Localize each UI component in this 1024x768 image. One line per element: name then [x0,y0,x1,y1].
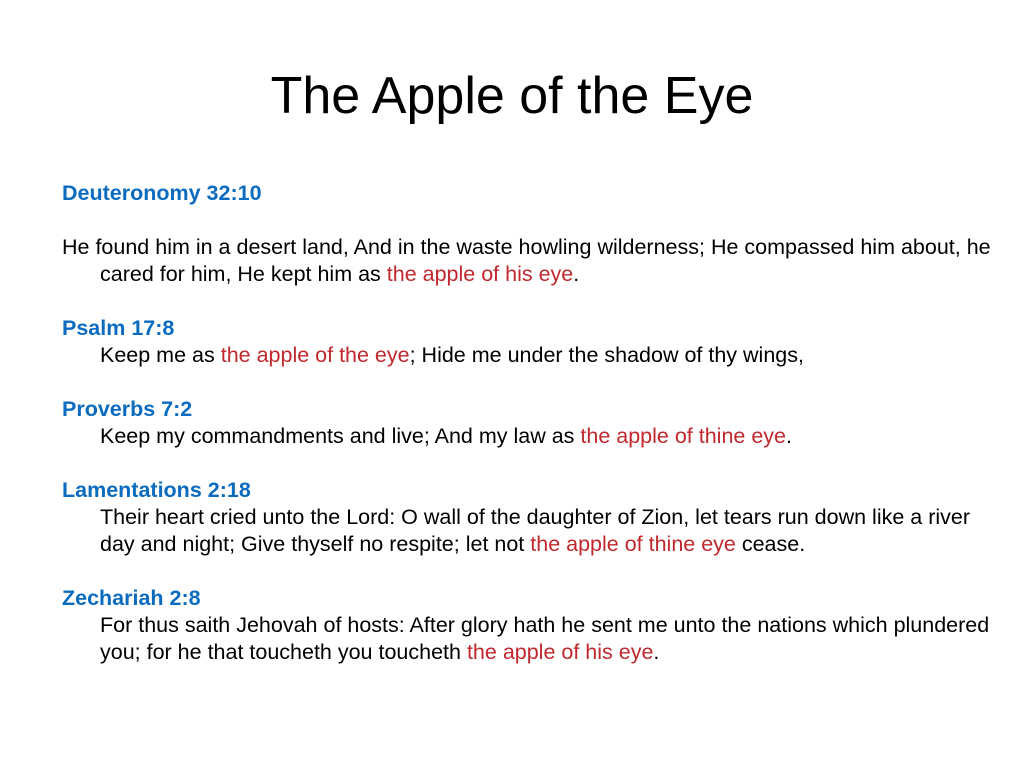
passage-highlight: the apple of thine eye [580,424,786,448]
passage-text-before: Their heart cried unto the Lord: O wall of the daughter of Zion, let tears run down like a river day and night; Give thyself no respite; let not [100,505,971,556]
passage-reference: Zechariah 2:8 [62,586,201,610]
passage-lamentations [62,477,992,558]
passage-psalm [62,315,992,369]
passage-zechariah [62,585,992,666]
passage-reference: Lamentations 2:18 [62,478,251,502]
passage-text-before: Keep my commandments and live; And my law as [100,424,581,448]
passage-text [62,234,992,288]
passage-text-after: . [573,262,580,286]
passage-text-before: He found him in a desert land, And in the waste howling wilderness; He compassed him about, he cared for him, He kept him as [62,235,991,286]
passage-highlight: the apple of the eye [220,343,410,367]
passage-reference: Deuteronomy 32:10 [62,181,262,205]
passage-reference: Psalm 17:8 [62,316,175,340]
passage-text-before: Keep me as [100,343,221,367]
passage-text [100,342,992,369]
passage-text-before: For thus saith Jehovah of hosts: After glory hath he sent me unto the nations which plundered you; for he that toucheth you toucheth [100,613,990,664]
passage-proverbs [62,396,992,450]
slide-content [62,180,992,666]
passage-text [100,423,992,450]
passage-deuteronomy [62,180,992,288]
passage-text [100,612,992,666]
passage-text-after: . [786,424,792,448]
passage-highlight: the apple of his eye [466,640,654,664]
slide-title: The Apple of the Eye [270,67,754,125]
passage-text-after: cease. [735,532,806,556]
passage-text [100,504,992,558]
passage-highlight: the apple of his eye [386,262,574,286]
passage-reference: Proverbs 7:2 [62,397,193,421]
passage-text-after: ; Hide me under the shadow of thy wings, [409,343,804,367]
passage-highlight: the apple of thine eye [530,532,736,556]
passage-text-after: . [653,640,660,664]
